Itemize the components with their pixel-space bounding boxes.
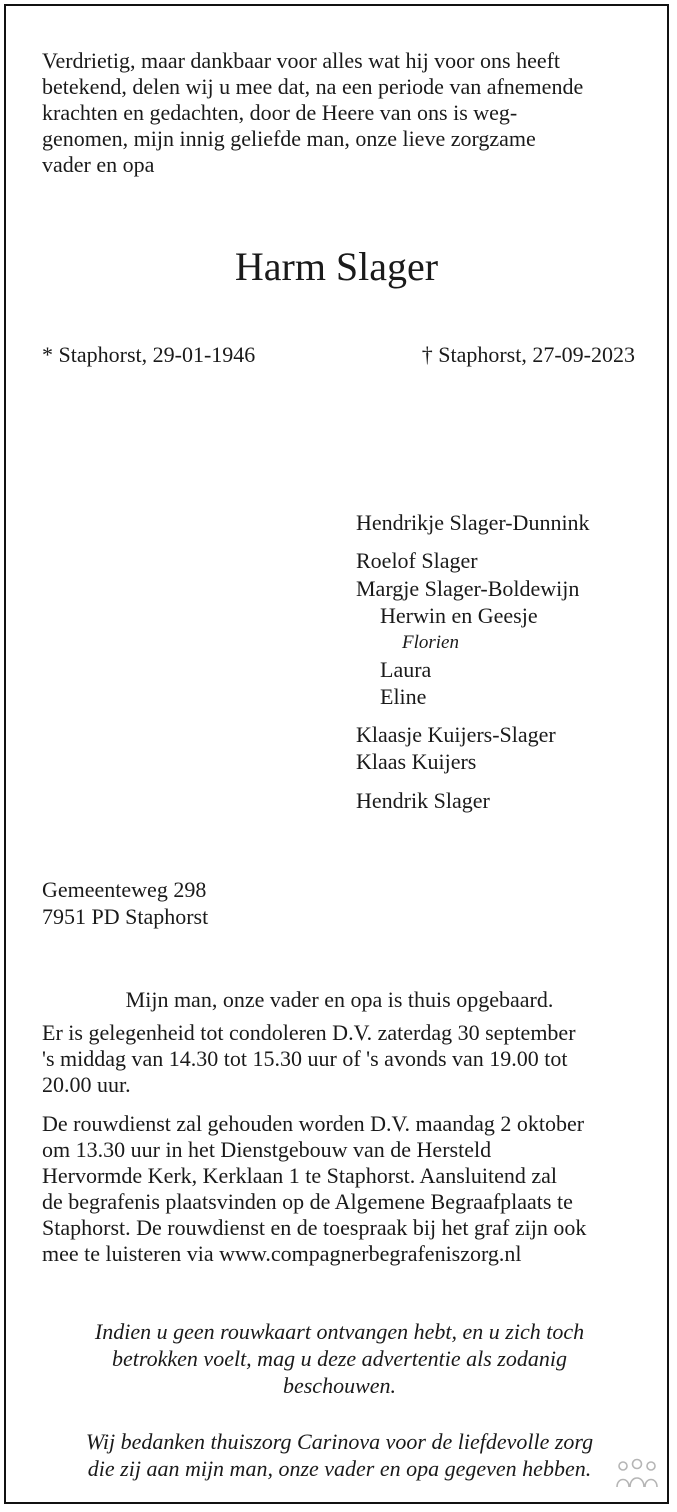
thanks-line: die zij aan mijn man, onze vader en opa gegeven hebben. xyxy=(87,1456,592,1481)
birth-date: * Staphorst, 29-01-1946 xyxy=(42,342,256,367)
child-name: Roelof Slager xyxy=(356,548,478,573)
intro-line: betekend, delen wij u mee dat, na een periode van afnemende xyxy=(42,74,584,99)
death-date: † Staphorst, 27-09-2023 xyxy=(421,342,635,367)
service-line: om 13.30 uur in het Dienstgebouw van de Hersteld xyxy=(42,1137,492,1162)
notice-line: beschouwen. xyxy=(282,1373,397,1398)
service-line: de begrafenis plaatsvinden op de Algemene Begraafplaats te xyxy=(42,1189,573,1214)
service-line: De rouwdienst zal gehouden worden D.V. maandag 2 oktober xyxy=(42,1111,585,1136)
grandchild-name: Eline xyxy=(380,684,427,709)
announcement-border xyxy=(4,4,669,1504)
child-name: Klaasje Kuijers-Slager xyxy=(356,722,556,747)
service-line: Staphorst. De rouwdienst en de toespraak bij het graf zijn ook xyxy=(42,1215,587,1240)
address-city: 7951 PD Staphorst xyxy=(42,904,209,929)
death-announcement xyxy=(6,6,667,1502)
notice-line: Indien u geen rouwkaart ontvangen hebt, en u zich toch xyxy=(94,1319,585,1344)
laid-out-notice: Mijn man, onze vader en opa is thuis opgebaard. xyxy=(125,987,554,1012)
child-name: Hendrik Slager xyxy=(356,788,490,813)
condolence-line: 's middag van 14.30 tot 15.30 uur of 's avonds van 19.00 tot xyxy=(42,1046,568,1071)
address-street: Gemeenteweg 298 xyxy=(42,877,207,902)
deceased-name: Harm Slager xyxy=(234,244,439,289)
spouse-name: Hendrikje Slager-Dunnink xyxy=(356,510,590,535)
grandchild-name: Laura xyxy=(380,657,432,682)
intro-line: genomen, mijn innig geliefde man, onze lieve zorgzame xyxy=(42,126,536,151)
intro-line: vader en opa xyxy=(42,152,155,177)
notice-line: betrokken voelt, mag u deze advertentie als zodanig xyxy=(112,1346,567,1371)
intro-line: Verdrietig, maar dankbaar voor alles wat hij voor ons heeft xyxy=(42,48,561,73)
thanks-line: Wij bedanken thuiszorg Carinova voor de liefdevolle zorg xyxy=(85,1429,594,1454)
condolence-line: Er is gelegenheid tot condoleren D.V. zaterdag 30 september xyxy=(42,1020,576,1045)
child-partner-name: Klaas Kuijers xyxy=(356,749,477,774)
intro-line: krachten en gedachten, door de Heere van ons is weg- xyxy=(42,100,518,125)
service-line: Hervormde Kerk, Kerklaan 1 te Staphorst. Aansluitend zal xyxy=(42,1163,558,1188)
great-grandchild-name: Florien xyxy=(402,632,459,653)
child-partner-name: Margje Slager-Boldewijn xyxy=(356,576,580,601)
condolence-line: 20.00 uur. xyxy=(42,1072,131,1097)
grandchild-name: Herwin en Geesje xyxy=(380,603,538,628)
people-group-icon xyxy=(615,1457,659,1496)
service-line: mee te luisteren via www.compagnerbegrafeniszorg.nl xyxy=(42,1241,522,1266)
